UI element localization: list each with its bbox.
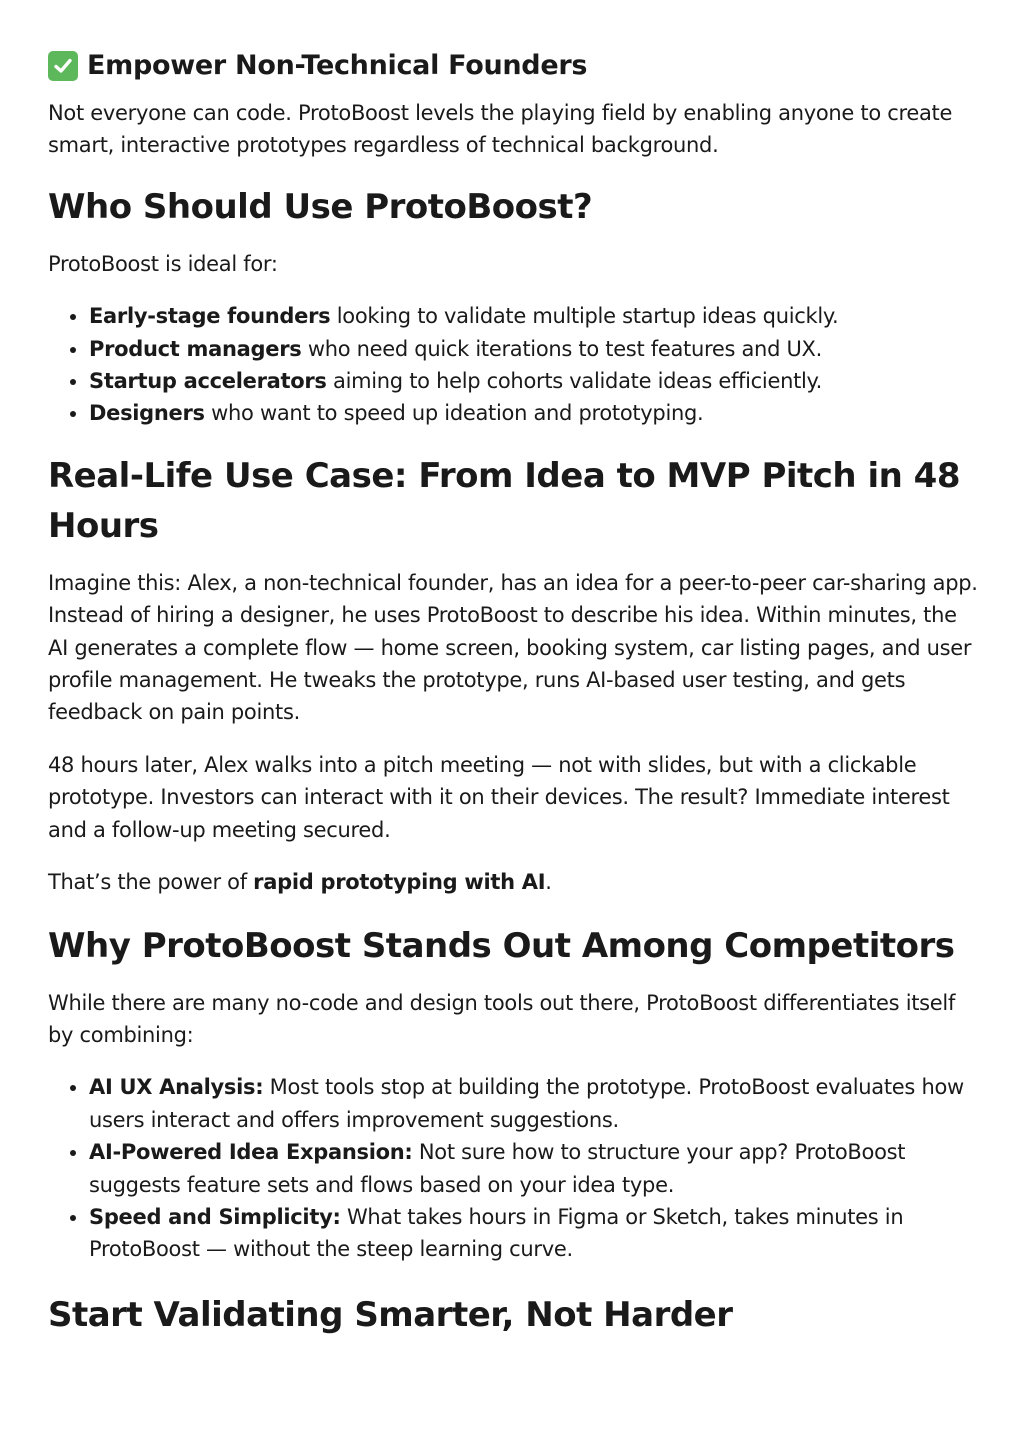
usecase-p3-prefix: That’s the power of bbox=[48, 870, 254, 895]
list-item-bold: Designers bbox=[89, 401, 205, 426]
list-item-text: Not sure how to structure your app? ProtoBoost suggests feature sets and flows based on your idea type. bbox=[89, 1140, 906, 1197]
usecase-heading: Real-Life Use Case: From Idea to MVP Pitch in 48 Hours bbox=[48, 455, 960, 546]
usecase-paragraph-1: Imagine this: Alex, a non-technical founder, has an idea for a peer-to-peer car-sharing app. Instead of hiring a designer, he uses ProtoBoost to describe his idea. Within minutes, the AI generates a complete flow — home screen, booking system, car listing pages, and user profile management. He tweaks the prototype, runs AI-based user testing, and gets feedback on pain points. bbox=[48, 570, 978, 725]
list-item-text: looking to validate multiple startup ideas quickly. bbox=[330, 304, 839, 329]
list-item-bold: Product managers bbox=[89, 336, 302, 361]
list-item-text: who want to speed up ideation and prototyping. bbox=[204, 401, 704, 426]
who-intro: ProtoBoost is ideal for: bbox=[48, 251, 278, 276]
founders-heading bbox=[48, 50, 983, 81]
who-heading: Who Should Use ProtoBoost? bbox=[48, 186, 593, 227]
usecase-paragraph-2: 48 hours later, Alex walks into a pitch meeting — not with slides, but with a clickable prototype. Investors can interact with it on their devices. The result? Immediate interest and a follow-up meeting secured. bbox=[48, 752, 950, 842]
list-item-bold: AI-Powered Idea Expansion: bbox=[89, 1140, 413, 1165]
founders-body: Not everyone can code. ProtoBoost levels the playing field by enabling anyone to create smart, interactive prototypes regardless of technical background. bbox=[48, 101, 953, 158]
list-item-bold: Speed and Simplicity: bbox=[89, 1204, 341, 1229]
start-heading: Start Validating Smarter, Not Harder bbox=[48, 1294, 733, 1335]
list-item-text: Most tools stop at building the prototype. ProtoBoost evaluates how users interact and offers improvement suggestions. bbox=[89, 1075, 964, 1132]
list-item-bold: Startup accelerators bbox=[89, 369, 327, 394]
list-item bbox=[89, 1071, 983, 1136]
who-list bbox=[48, 300, 983, 430]
list-item-bold: Early-stage founders bbox=[89, 304, 331, 329]
list-item bbox=[89, 333, 983, 365]
why-intro: While there are many no-code and design tools out there, ProtoBoost differentiates itself by combining: bbox=[48, 990, 956, 1047]
list-item bbox=[89, 1136, 983, 1201]
list-item bbox=[89, 365, 983, 397]
list-item bbox=[89, 397, 983, 429]
check-mark-icon bbox=[48, 51, 78, 81]
why-list bbox=[48, 1071, 983, 1265]
list-item-text: who need quick iterations to test features and UX. bbox=[301, 336, 823, 361]
list-item-bold: AI UX Analysis: bbox=[89, 1075, 264, 1100]
article-content bbox=[48, 42, 983, 1340]
list-item bbox=[89, 1201, 983, 1266]
list-item-text: What takes hours in Figma or Sketch, takes minutes in ProtoBoost — without the steep learning curve. bbox=[89, 1204, 904, 1262]
usecase-p3-suffix: . bbox=[545, 870, 552, 895]
founders-heading-text: Empower Non-Technical Founders bbox=[87, 50, 588, 81]
why-heading: Why ProtoBoost Stands Out Among Competitors bbox=[48, 925, 955, 966]
list-item-text: aiming to help cohorts validate ideas efficiently. bbox=[326, 369, 823, 394]
list-item bbox=[89, 300, 983, 332]
usecase-p3-bold: rapid prototyping with AI bbox=[253, 870, 546, 895]
usecase-paragraph-3 bbox=[48, 866, 983, 898]
